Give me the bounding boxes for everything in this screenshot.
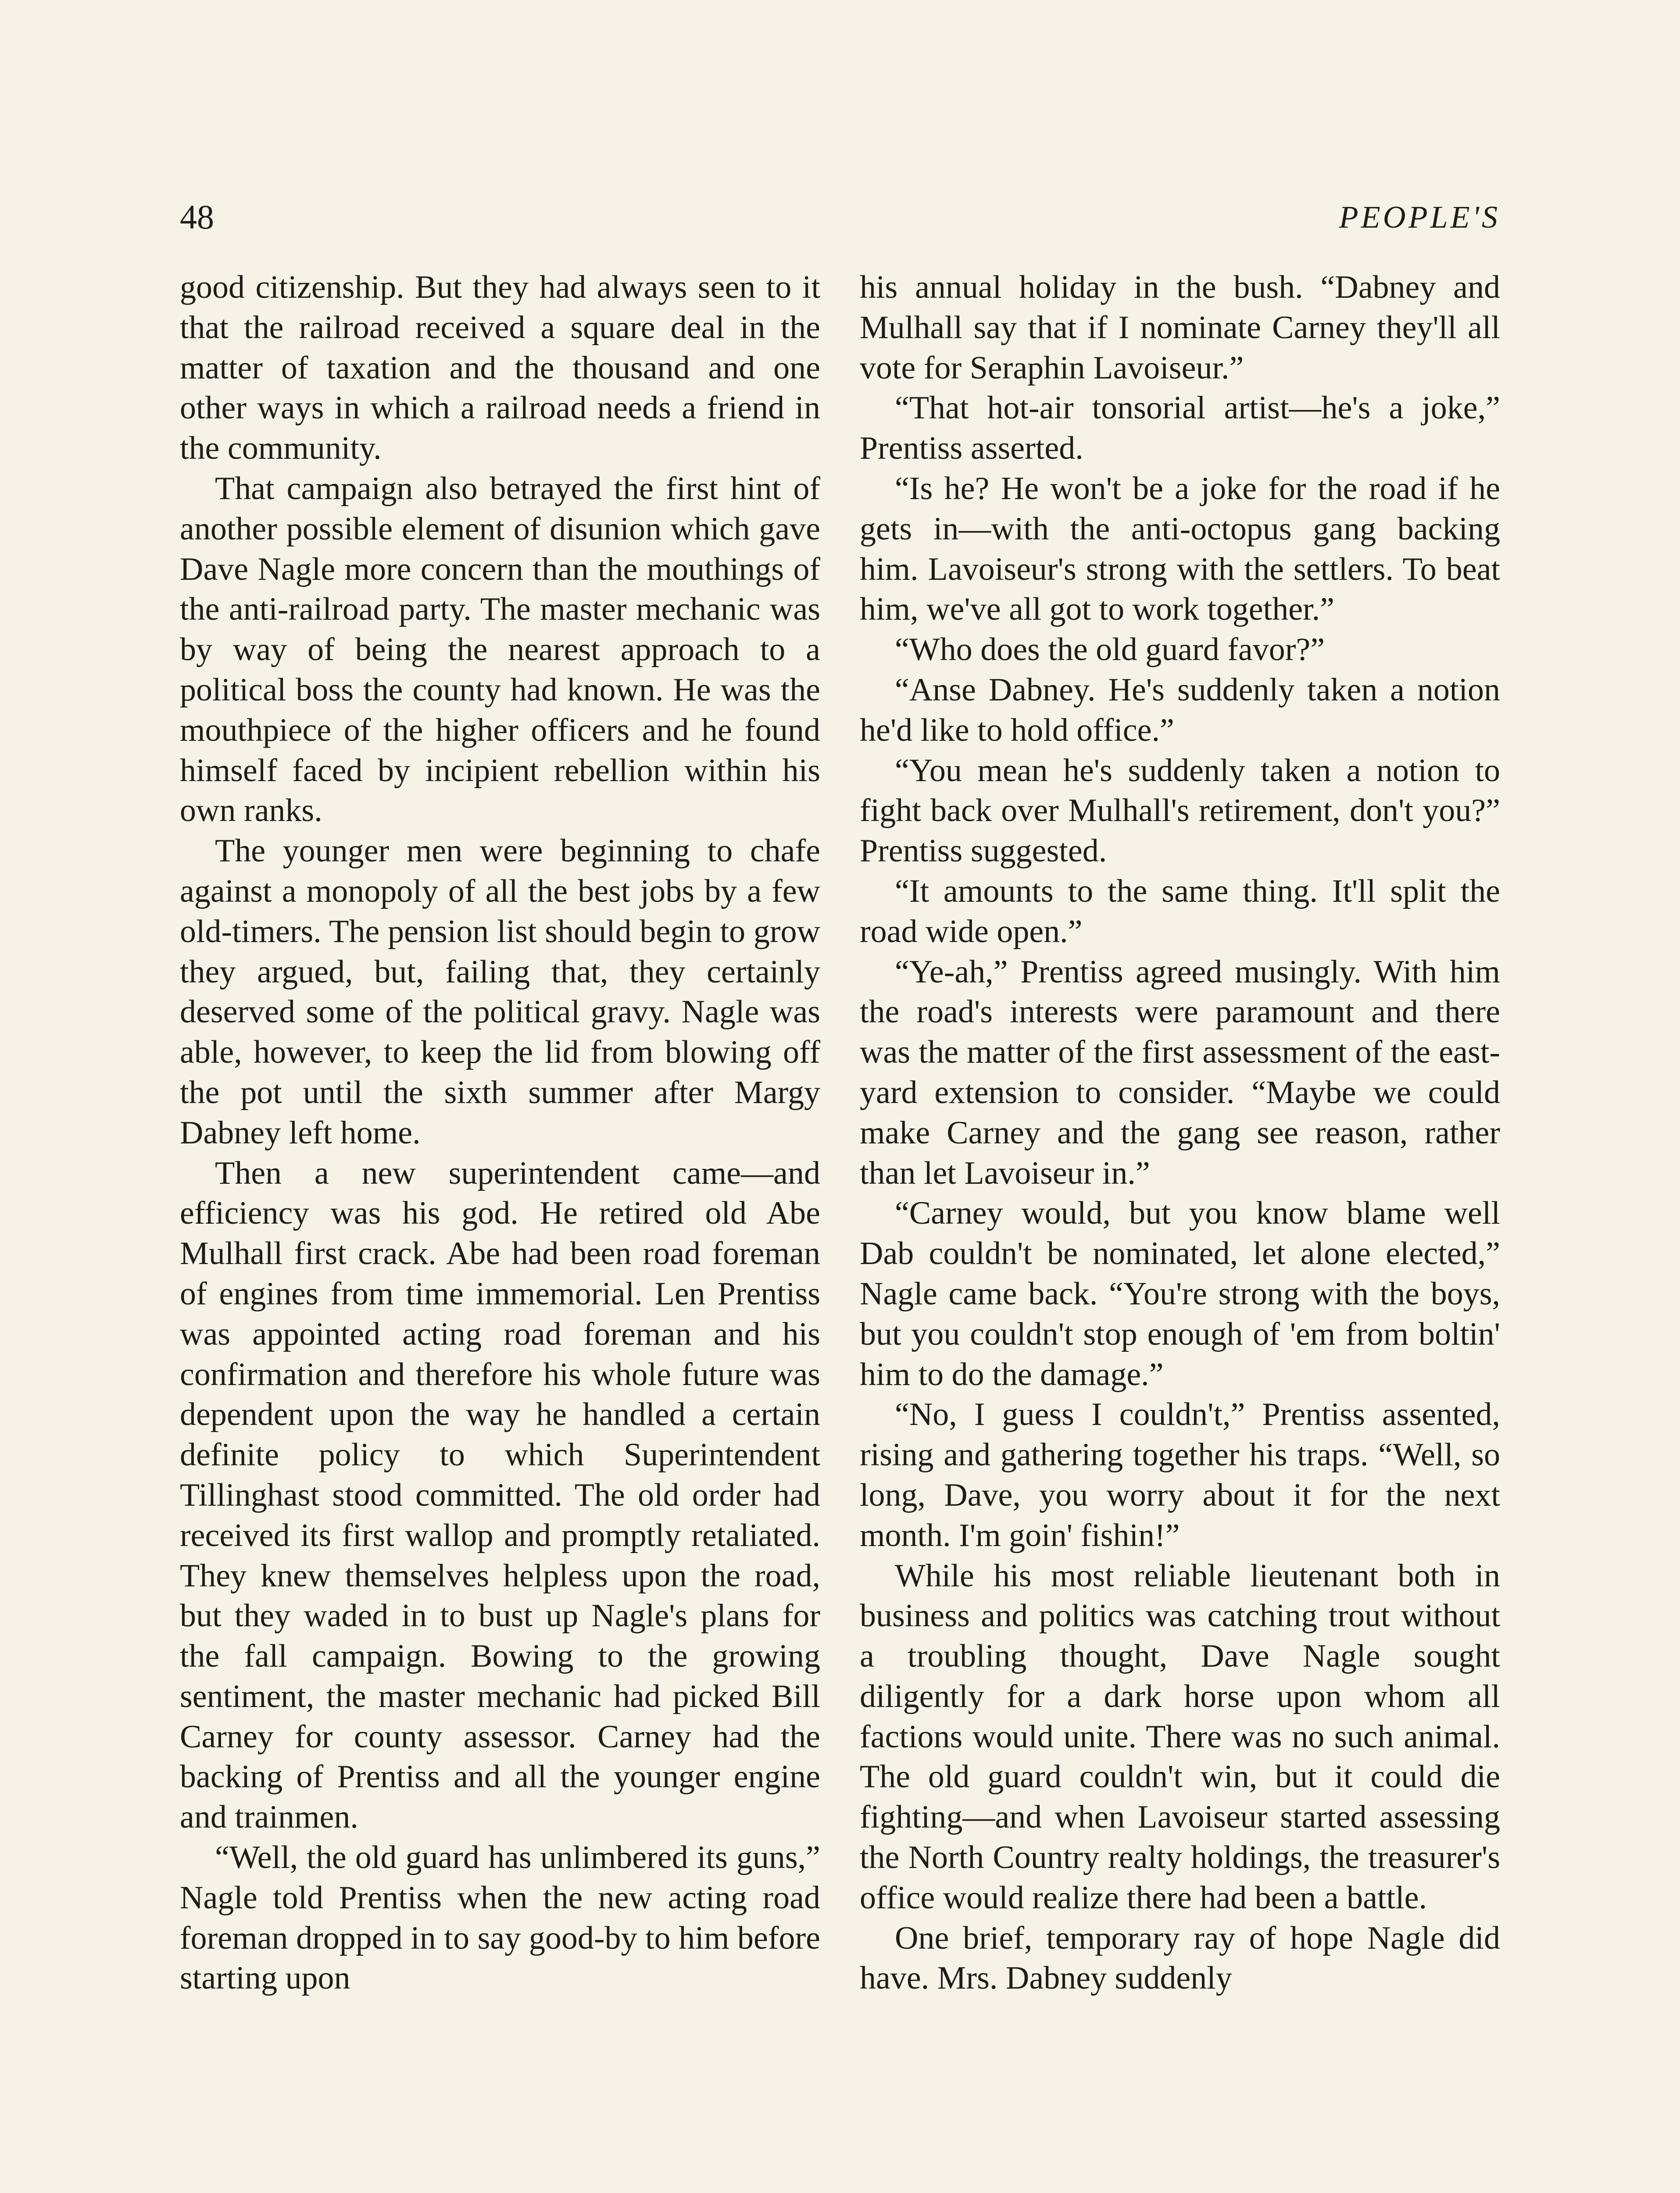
paragraph: The younger men were beginning to chafe against a monopoly of all the best jobs by a few old-timers. The pension list should begin to grow they argued, but, failing that, they certainly deserved some of the political gravy. Nagle was able, however, to keep the lid from blowing off the pot until the sixth summer after Margy Dabney left home. bbox=[180, 833, 820, 1151]
paragraph: “Well, the old guard has unlimbered its guns,” Nagle told Prentiss when the new acting road foreman dropped in to say good-by to him before starting upon bbox=[180, 1839, 820, 1997]
paragraph: “Who does the old guard favor?” bbox=[895, 632, 1325, 668]
right-column bbox=[860, 268, 1500, 1999]
paragraph: “Is he? He won't be a joke for the road if he gets in—with the anti-octopus gang backing him. Lavoiseur's strong with the settlers. To beat him, we've all got to work together.” bbox=[860, 470, 1500, 628]
paragraph: “That hot-air tonsorial artist—he's a joke,” Prentiss asserted. bbox=[860, 390, 1500, 467]
paragraph: “No, I guess I couldn't,” Prentiss assented, rising and gathering together his traps. “Well, so long, Dave, you worry about it for the next month. I'm goin' fishin!” bbox=[860, 1397, 1500, 1554]
paragraph: “You mean he's suddenly taken a notion to fight back over Mulhall's retirement, don't you?” Prentiss suggested. bbox=[860, 752, 1500, 869]
paragraph: good citizenship. But they had always seen to it that the railroad received a square deal in the matter of taxation and the thousand and one other ways in which a railroad needs a friend in the community. bbox=[180, 269, 820, 467]
running-head bbox=[180, 193, 1500, 241]
page-number: 48 bbox=[180, 198, 214, 236]
paragraph: Then a new superintendent came—and efficiency was his god. He retired old Abe Mulhall first crack. Abe had been road foreman of engines from time immemorial. Len Prentiss was appointed acting road foreman and his confirmation and therefore his whole future was dependent upon the way he handled a certain definite policy to which Superintendent Tillinghast stood committed. The old order had received its first wallop and promptly retaliated. They knew themselves helpless upon the road, but they waded in to bust up Nagle's plans for the fall campaign. Bowing to the growing sentiment, the master mechanic had picked Bill Carney for county assessor. Carney had the backing of Prentiss and all the younger engine and trainmen. bbox=[180, 1155, 820, 1836]
paragraph: One brief, temporary ray of hope Nagle did have. Mrs. Dabney suddenly bbox=[860, 1920, 1500, 1997]
paragraph: “Anse Dabney. He's suddenly taken a notion he'd like to hold office.” bbox=[860, 671, 1500, 748]
paragraph: his annual holiday in the bush. “Dabney and Mulhall say that if I nominate Carney they'll all vote for Seraphin Lavoiseur.” bbox=[860, 269, 1500, 386]
paragraph: “Carney would, but you know blame well Dab couldn't be nominated, let alone elected,” Nagle came back. “You're strong with the boys, but you couldn't stop enough of 'em from boltin' him to do the damage.” bbox=[860, 1195, 1500, 1393]
paragraph: “It amounts to the same thing. It'll split the road wide open.” bbox=[860, 873, 1500, 950]
paragraph: “Ye-ah,” Prentiss agreed musingly. With him the road's interests were paramount and there was the matter of the first assessment of the east-yard extension to consider. “Maybe we could make Carney and the gang see reason, rather than let Lavoiseur in.” bbox=[860, 954, 1500, 1191]
left-column bbox=[180, 268, 820, 1999]
paragraph: That campaign also betrayed the first hint of another possible element of disunion which gave Dave Nagle more concern than the mouthings of the anti-railroad party. The master mechanic was by way of being the nearest approach to a political boss the county had known. He was the mouthpiece of the higher officers and he found himself faced by incipient rebellion within his own ranks. bbox=[180, 470, 820, 829]
magazine-name: PEOPLE'S bbox=[1339, 200, 1500, 235]
paragraph: While his most reliable lieutenant both in business and politics was catching trout without a troubling thought, Dave Nagle sought diligently for a dark horse upon whom all factions would unite. There was no such animal. The old guard couldn't win, but it could die fighting—and when Lavoiseur started assessing the North Country realty holdings, the treasurer's office would realize there had been a battle. bbox=[860, 1557, 1500, 1916]
